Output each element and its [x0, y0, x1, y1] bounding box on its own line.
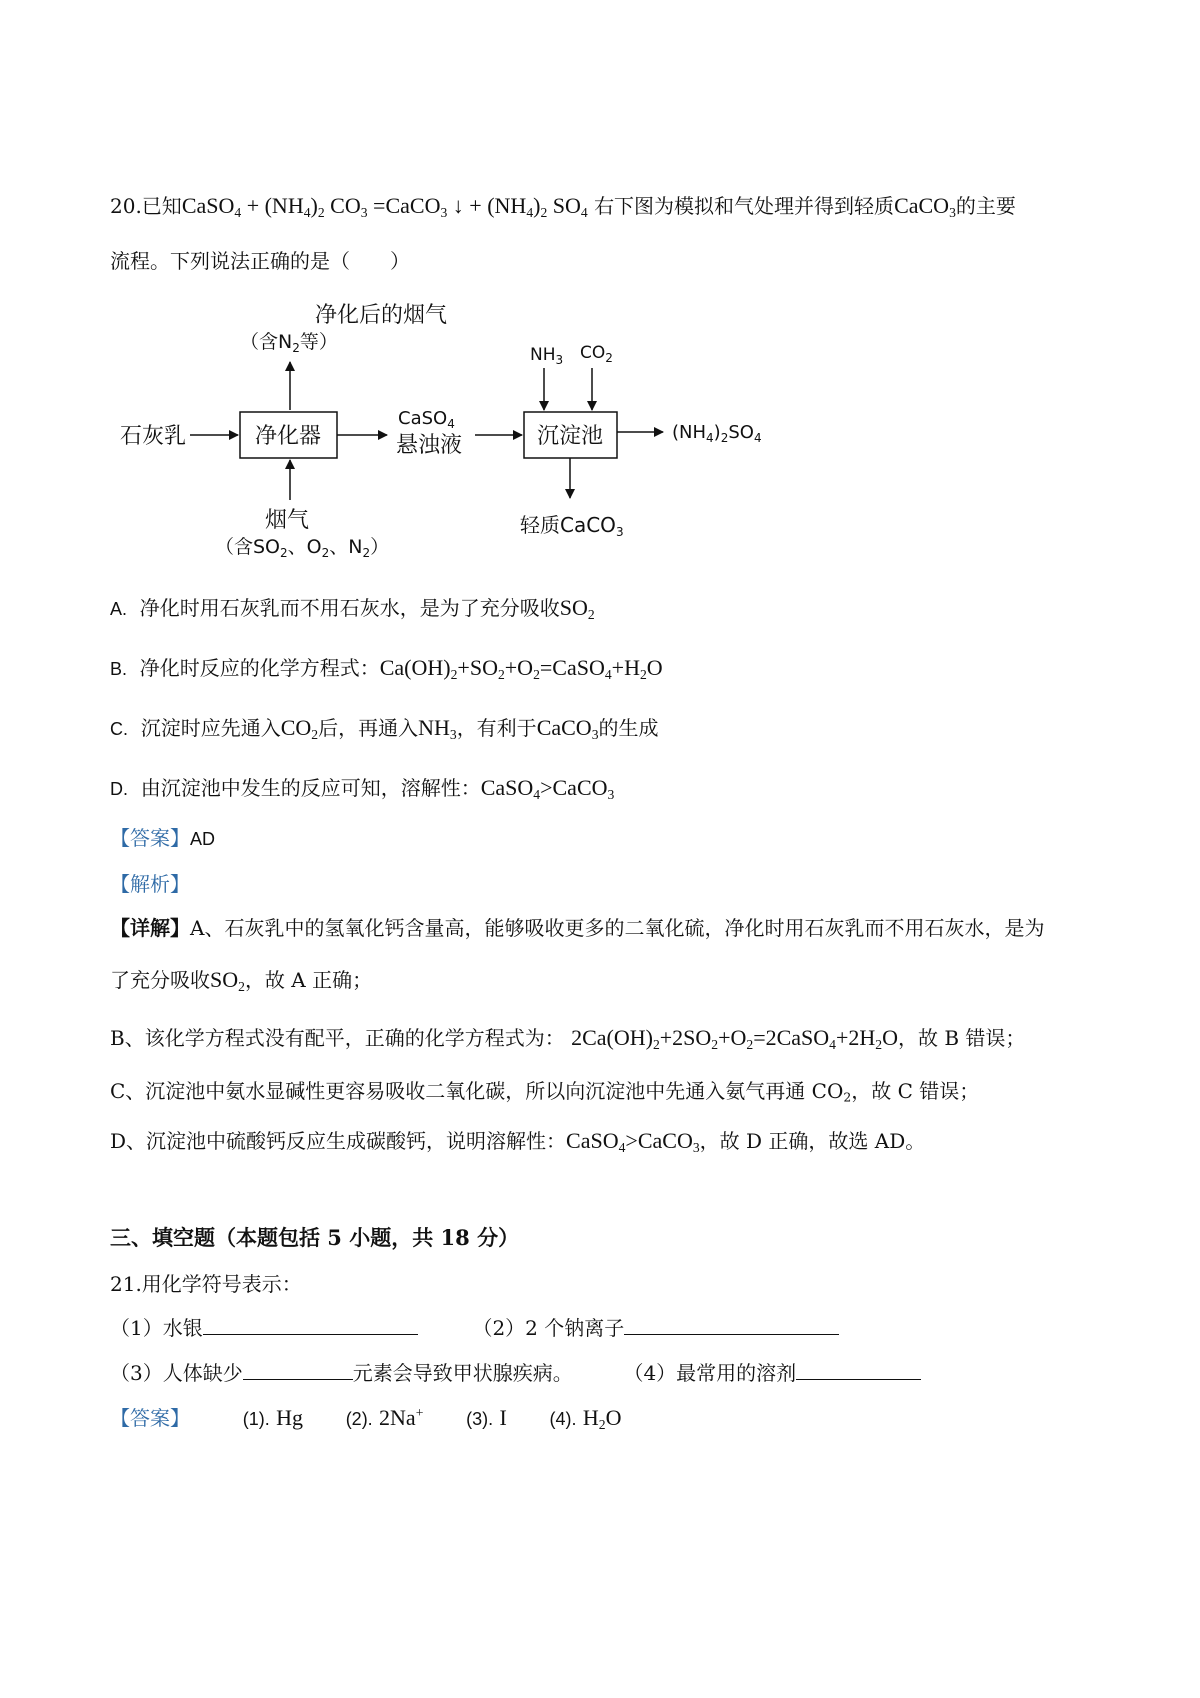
purifier-label: 净化器 — [255, 424, 322, 449]
answer-tag: 【答案】 — [110, 826, 190, 850]
detail-line-4: C、沉淀池中氨水显碱性更容易吸收二氧化碳，所以向沉淀池中先通入氨气再通 $CO_2$，故 C 错误； — [110, 1079, 980, 1105]
q21-row-1: （1）水银 （2）2 个钠离子 — [110, 1312, 839, 1341]
q21-answer-tag: 【答案】 — [110, 1406, 190, 1430]
detail-line-5: D、沉淀池中硫酸钙反应生成碳酸钙，说明溶解性：CaSO$_4$>CaCO$_3$，故 D 正确，故选 AD。 — [110, 1128, 926, 1156]
option-a-text: 净化时用石灰乳而不用石灰水，是为了充分吸收 — [139, 596, 560, 620]
option-d: D. 由沉淀池中发生的反应可知，溶解性：CaSO$_4$>CaCO$_3$ — [110, 775, 615, 803]
detail-line-2: 了充分吸收$SO_2$，故 A 正确； — [110, 967, 373, 995]
q21-answer-row: 【答案】 (1). Hg (2). 2Na+ (3). I (4). $H_2O$ — [110, 1404, 622, 1433]
q21-row-2: （3）人体缺少 元素会导致甲状腺疾病。 （4）最常用的溶剂 — [110, 1357, 921, 1386]
section-3-heading: 三、填空题（本题包括 5 小题，共 18 分） — [110, 1225, 520, 1250]
option-b-text: 净化时反应的化学方程式： — [139, 656, 380, 680]
detail-line-1: 【详解】A、石灰乳中的氢氧化钙含量高，能够吸收更多的二氧化硫，净化时用石灰乳而不用石灰水，是为 — [110, 916, 1045, 940]
flue-gas-label: 烟气 — [265, 508, 310, 533]
question-21-stem: 21.用化学符号表示： — [110, 1272, 302, 1296]
q21-answer-3: I — [499, 1405, 507, 1430]
option-a-label: A. — [110, 599, 128, 619]
q20-tail-chem: CaCO$_3$ — [894, 193, 956, 221]
option-b-equation: $Ca(OH)_2+SO_2+O_2=CaSO_4+H_2O$ — [379, 655, 663, 683]
option-c-label: C. — [110, 719, 128, 739]
ammonium-sulfate-label: $(NH_4)_2SO_4$ — [672, 422, 762, 445]
q20-equation: CaSO$_4$ + $(NH_4)_2$ $CO_3$ =CaCO$_3$ ↓ + $(NH_4)_2$ $SO_4$ — [181, 193, 588, 221]
q20-prefix: 20.已知 — [110, 194, 182, 218]
q21-blank-3[interactable] — [243, 1361, 353, 1380]
nh3-label: $NH_3$ — [530, 345, 564, 367]
q21-blank-2[interactable] — [624, 1316, 839, 1335]
q20-text-end: 的主要 — [955, 194, 1016, 218]
caso4-label: CaSO$_4$ — [398, 408, 455, 431]
analysis-tag: 【解析】 — [110, 872, 190, 896]
answer-value: AD — [190, 829, 216, 849]
question-20-stem-line2: 流程。下列说法正确的是（ ） — [110, 249, 410, 273]
q20-text-mid: 右下图为模拟和气处理并得到轻质 — [594, 194, 895, 218]
answer-row — [110, 822, 215, 851]
option-d-label: D. — [110, 779, 128, 799]
detail-line-3: B、该化学方程式没有配平，正确的化学方程式为： $2Ca(OH)_2+2SO_2+O_2=2CaSO_4+2H_2O$，故 B 错误； — [110, 1025, 1026, 1053]
q21-answer-2: 2Na+ — [379, 1404, 424, 1430]
purified-gas-label: 净化后的烟气 — [315, 303, 448, 328]
suspension-label: 悬浊液 — [396, 433, 463, 458]
option-c: C. 沉淀时应先通入$CO_2$后，再通入$NH_3$，有利于CaCO$_3$的生成 — [110, 715, 659, 743]
option-b — [110, 652, 663, 681]
q21-answer-4: $H_2O$ — [582, 1405, 622, 1433]
option-b-label: B. — [110, 659, 128, 679]
q21-answer-1: Hg — [276, 1405, 303, 1430]
light-caco3-label: 轻质CaCO$_3$ — [520, 513, 624, 539]
q21-blank-1[interactable] — [203, 1316, 418, 1335]
co2-label: $CO_2$ — [580, 343, 613, 365]
q21-blank-4[interactable] — [796, 1361, 921, 1380]
lime-milk-label: 石灰乳 — [120, 424, 187, 449]
flue-gas-note: （含$SO_2$、$O_2$、$N_2$） — [215, 536, 390, 560]
detail-tag: 【详解】 — [110, 916, 190, 940]
purified-gas-note: （含$N_2$等） — [240, 331, 338, 355]
sedimentation-tank-label: 沉淀池 — [537, 424, 604, 449]
option-a: A. 净化时用石灰乳而不用石灰水，是为了充分吸收$SO_2$ — [110, 595, 595, 623]
question-20-stem — [110, 190, 1016, 219]
process-flow-diagram — [110, 300, 830, 590]
